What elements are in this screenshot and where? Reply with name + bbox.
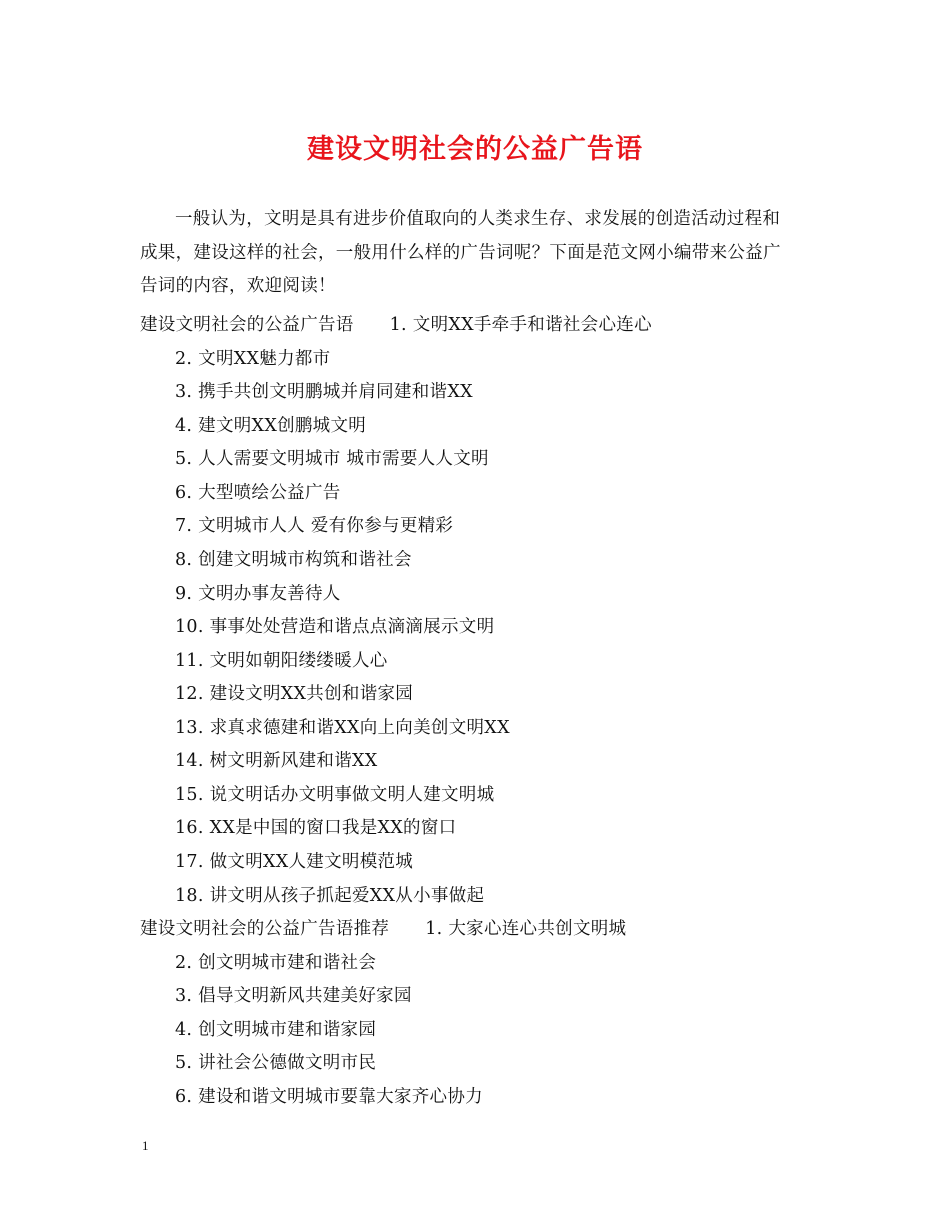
list-item: 5. 讲社会公德做文明市民	[175, 1053, 377, 1073]
list-item: 4. 创文明城市建和谐家园	[175, 1020, 377, 1040]
list-item: 4. 建文明XX创鹏城文明	[175, 416, 367, 436]
intro-paragraph	[140, 203, 816, 304]
list-item: 2. 创文明城市建和谐社会	[175, 953, 377, 973]
list-item: 7. 文明城市人人 爱有你参与更精彩	[175, 516, 454, 536]
list-item: 13. 求真求德建和谐XX向上向美创文明XX	[175, 718, 510, 738]
list-item: 1. 文明XX手牵手和谐社会心连心	[389, 315, 652, 335]
list-item: 14. 树文明新风建和谐XX	[175, 751, 378, 771]
list-item: 5. 人人需要文明城市 城市需要人人文明	[175, 449, 489, 469]
list-item: 1. 大家心连心共创文明城	[425, 919, 627, 939]
list-item: 15. 说文明话办文明事做文明人建文明城	[175, 785, 495, 805]
list-item: 12. 建设文明XX共创和谐家园	[175, 684, 414, 704]
section-heading: 建设文明社会的公益广告语推荐	[140, 919, 390, 939]
section-heading-line	[140, 309, 652, 343]
list-item: 3. 倡导文明新风共建美好家园	[175, 986, 412, 1006]
list-item: 8. 创建文明城市构筑和谐社会	[175, 550, 412, 570]
list-item: 11. 文明如朝阳缕缕暖人心	[175, 651, 388, 671]
list-item: 17. 做文明XX人建文明模范城	[175, 852, 414, 872]
list-item: 3. 携手共创文明鹏城并肩同建和谐XX	[175, 382, 473, 402]
intro-line: 告词的内容，欢迎阅读！	[140, 276, 336, 297]
document-title: 建设文明社会的公益广告语	[307, 134, 643, 165]
section-heading: 建设文明社会的公益广告语	[140, 315, 354, 335]
list-item: 2. 文明XX魅力都市	[175, 349, 331, 369]
list-item: 18. 讲文明从孩子抓起爱XX从小事做起	[175, 886, 485, 906]
page-number: 1	[142, 1138, 149, 1153]
intro-line: 一般认为，文明是具有进步价值取向的人类求生存、求发展的创造活动过程和	[175, 209, 781, 229]
section-heading-line	[140, 913, 626, 947]
intro-line: 成果，建设这样的社会，一般用什么样的广告词呢？下面是范文网小编带来公益广	[140, 242, 781, 263]
list-item: 6. 建设和谐文明城市要靠大家齐心协力	[175, 1087, 483, 1107]
list-item: 16. XX是中国的窗口我是XX的窗口	[175, 818, 457, 838]
list-item: 9. 文明办事友善待人	[175, 584, 341, 604]
list-item: 10. 事事处处营造和谐点点滴滴展示文明	[175, 617, 495, 637]
list-item: 6. 大型喷绘公益广告	[175, 483, 341, 503]
